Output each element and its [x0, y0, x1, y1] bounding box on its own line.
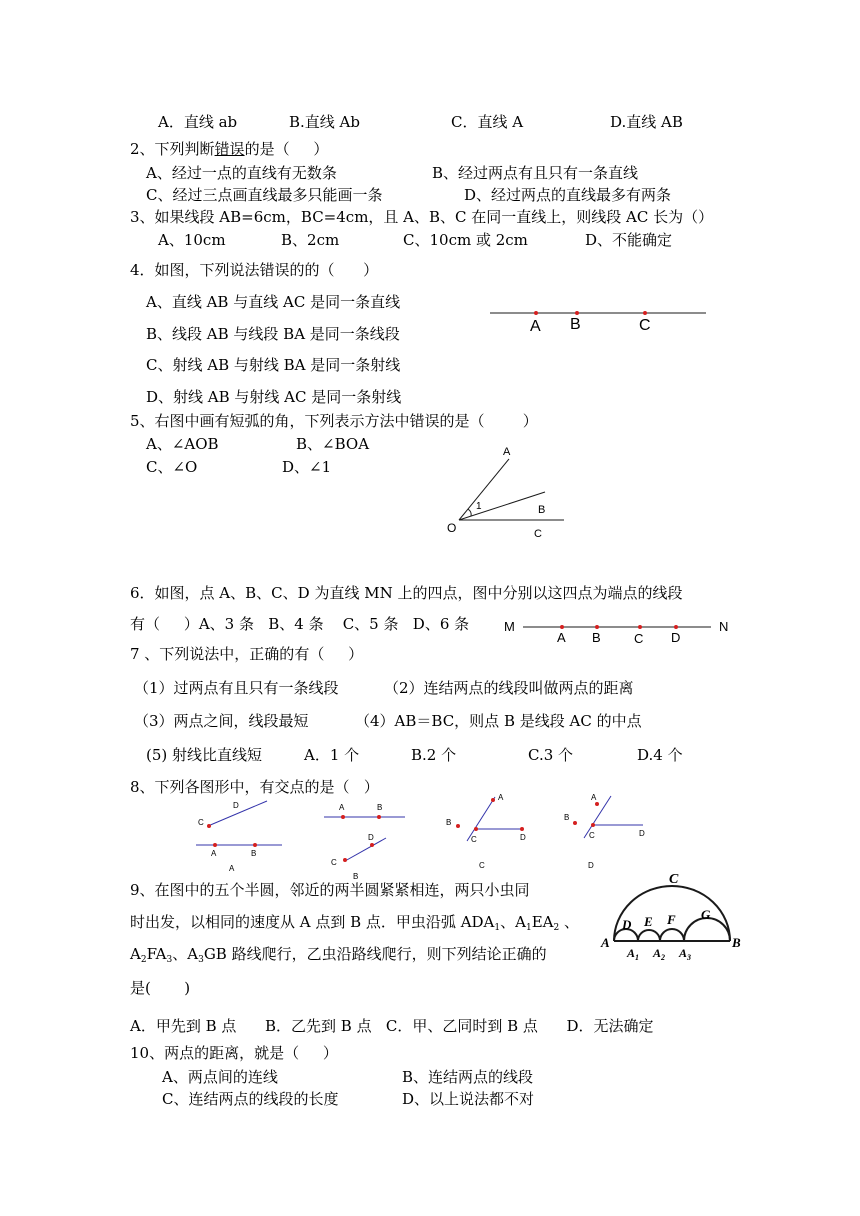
- q2-option-d: D、经过两点的直线最多有两条: [464, 186, 672, 204]
- q3-option-a: A、10cm: [158, 231, 226, 249]
- q6-line1: 6．如图，点 A、B、C、D 为直线 MN 上的四点，图中分别以这四点为端点的线段: [130, 584, 683, 602]
- q9-label-f: F: [667, 912, 676, 927]
- q3-option-d: D、不能确定: [585, 231, 673, 249]
- q7-statement-4: （4）AB＝BC，则点 B 是线段 AC 的中点: [355, 712, 642, 730]
- q9-label-a: A: [601, 935, 610, 950]
- q9-semicircle-e: [638, 930, 660, 941]
- q6-label-m: M: [504, 619, 515, 634]
- q8d-label-a: A: [591, 793, 597, 802]
- q5-label-b: B: [538, 504, 546, 516]
- q4-label-c: C: [639, 317, 651, 334]
- q1-option-b: B.直线 Ab: [289, 113, 360, 131]
- q9-label-g: G: [701, 907, 711, 922]
- q7-option-b: B.2 个: [411, 746, 457, 764]
- q4-label-b: B: [570, 316, 581, 333]
- q9-label-d: D: [622, 917, 632, 932]
- q3-stem: 3、如果线段 AB=6cm，BC=4cm，且 A、B、C 在同一直线上，则线段 AC 长为（）: [130, 208, 714, 226]
- q2-option-b: B、经过两点有且只有一条直线: [432, 164, 639, 182]
- q7-statement-3: （3）两点之间，线段最短: [134, 712, 309, 730]
- q8c-caption: C: [479, 861, 485, 870]
- q9-label-a2: $A_2$: [653, 946, 666, 962]
- q7-statement-2: （2）连结两点的线段叫做两点的距离: [384, 679, 634, 697]
- q5-option-a: A、∠AOB: [146, 435, 219, 453]
- q8b-label-d: D: [368, 833, 374, 842]
- q5-option-c: C、∠O: [146, 458, 198, 476]
- q4-option-d: D、射线 AB 与射线 AC 是同一条射线: [146, 388, 402, 406]
- q2-stem: 2、下列判断错误的是（ ）: [130, 140, 329, 158]
- q9-label-a1: $A_1$: [627, 946, 640, 962]
- q5-label-c: C: [534, 528, 542, 540]
- q8a-label-b: B: [251, 849, 257, 858]
- q4-option-a: A、直线 AB 与直线 AC 是同一条直线: [146, 293, 401, 311]
- q9-line2: 时出发，以相同的速度从 A 点到 B 点．甲虫沿弧 $ADA_1$、$A_1EA_2$ 、: [130, 913, 580, 933]
- q8b-caption: B: [353, 872, 359, 881]
- q8c-label-c: C: [471, 835, 477, 844]
- q8a-label-d: D: [233, 801, 239, 810]
- q9-line4: 是( ): [130, 979, 191, 997]
- q5-option-b: B、∠BOA: [296, 435, 370, 453]
- q8b-label-b: B: [377, 803, 383, 812]
- q7-stem: 7 、下列说法中，正确的有（ ）: [130, 645, 364, 663]
- q9-line1: 9、在图中的五个半圆，邻近的两半圆紧紧相连，两只小虫同: [130, 881, 530, 899]
- q4-option-b: B、线段 AB 与线段 BA 是同一条线段: [146, 325, 400, 343]
- q2-option-c: C、经过三点画直线最多只能画一条: [146, 186, 383, 204]
- q6-label-n: N: [719, 619, 729, 634]
- q6-line2: 有（ ）A、3 条 B、4 条 C、5 条 D、6 条: [130, 615, 470, 633]
- q9-label-b: B: [732, 935, 741, 950]
- q4-label-a: A: [530, 318, 541, 335]
- q7-option-d: D.4 个: [637, 746, 683, 764]
- q10-option-b: B、连结两点的线段: [402, 1068, 534, 1086]
- q6-label-c: C: [634, 631, 644, 646]
- q9-label-c: C: [669, 872, 679, 887]
- q8d-label-b: B: [564, 813, 570, 822]
- q6-label-b: B: [592, 630, 601, 645]
- q8d-caption: D: [588, 861, 594, 870]
- q10-stem: 10、两点的距离，就是（ ）: [130, 1044, 338, 1062]
- q9-line3: $A_2FA_3$、$A_3GB$ 路线爬行，乙虫沿路线爬行，则下列结论正确的: [130, 945, 547, 965]
- q8d-label-d: D: [639, 829, 645, 838]
- q4-option-c: C、射线 AB 与射线 BA 是同一条射线: [146, 356, 401, 374]
- q8c-label-a: A: [498, 793, 504, 802]
- q7-statement-5: (5) 射线比直线短: [146, 746, 263, 764]
- q9-label-a3: $A_3$: [679, 946, 692, 962]
- q7-option-c: C.3 个: [528, 746, 574, 764]
- q2-option-a: A、经过一点的直线有无数条: [146, 164, 337, 182]
- q7-statement-1: （1）过两点有且只有一条线段: [134, 679, 339, 697]
- q7-option-a: A．1 个: [304, 746, 360, 764]
- q9-semicircle-f: [660, 929, 684, 941]
- q1-option-c: C．直线 A: [451, 113, 524, 131]
- q8d-label-c: C: [589, 831, 595, 840]
- q9-options: A．甲先到 B 点 B．乙先到 B 点 C．甲、乙同时到 B 点 D．无法确定: [130, 1017, 654, 1035]
- q8a-caption: A: [229, 864, 235, 873]
- q5-label-o: O: [447, 521, 457, 535]
- q8b-label-c: C: [331, 858, 337, 867]
- q8a-label-a: A: [211, 849, 217, 858]
- q6-label-d: D: [671, 630, 681, 645]
- q8c-label-b: B: [446, 818, 452, 827]
- q5-label-a: A: [503, 446, 511, 458]
- q5-label-1: 1: [476, 501, 482, 512]
- q8-stem: 8、下列各图形中，有交点的是（ ）: [130, 778, 379, 796]
- q10-option-d: D、以上说法都不对: [402, 1090, 535, 1108]
- q8a-label-c: C: [198, 818, 204, 827]
- q5-stem: 5、右图中画有短弧的角，下列表示方法中错误的是（ ）: [130, 412, 538, 430]
- q5-option-d: D、∠1: [282, 458, 332, 476]
- q10-option-a: A、两点间的连线: [162, 1068, 278, 1086]
- q3-option-b: B、2cm: [281, 231, 340, 249]
- q8c-label-d: D: [520, 833, 526, 842]
- q9-label-e: E: [644, 914, 653, 929]
- q4-stem: 4．如图，下列说法错误的的（ ）: [130, 261, 379, 279]
- q8b-label-a: A: [339, 803, 345, 812]
- q1-option-a: A．直线 ab: [158, 113, 238, 131]
- q3-option-c: C、10cm 或 2cm: [403, 231, 528, 249]
- q6-label-a: A: [557, 630, 566, 645]
- q1-option-d: D.直线 AB: [610, 113, 683, 131]
- q10-option-c: C、连结两点的线段的长度: [162, 1090, 339, 1108]
